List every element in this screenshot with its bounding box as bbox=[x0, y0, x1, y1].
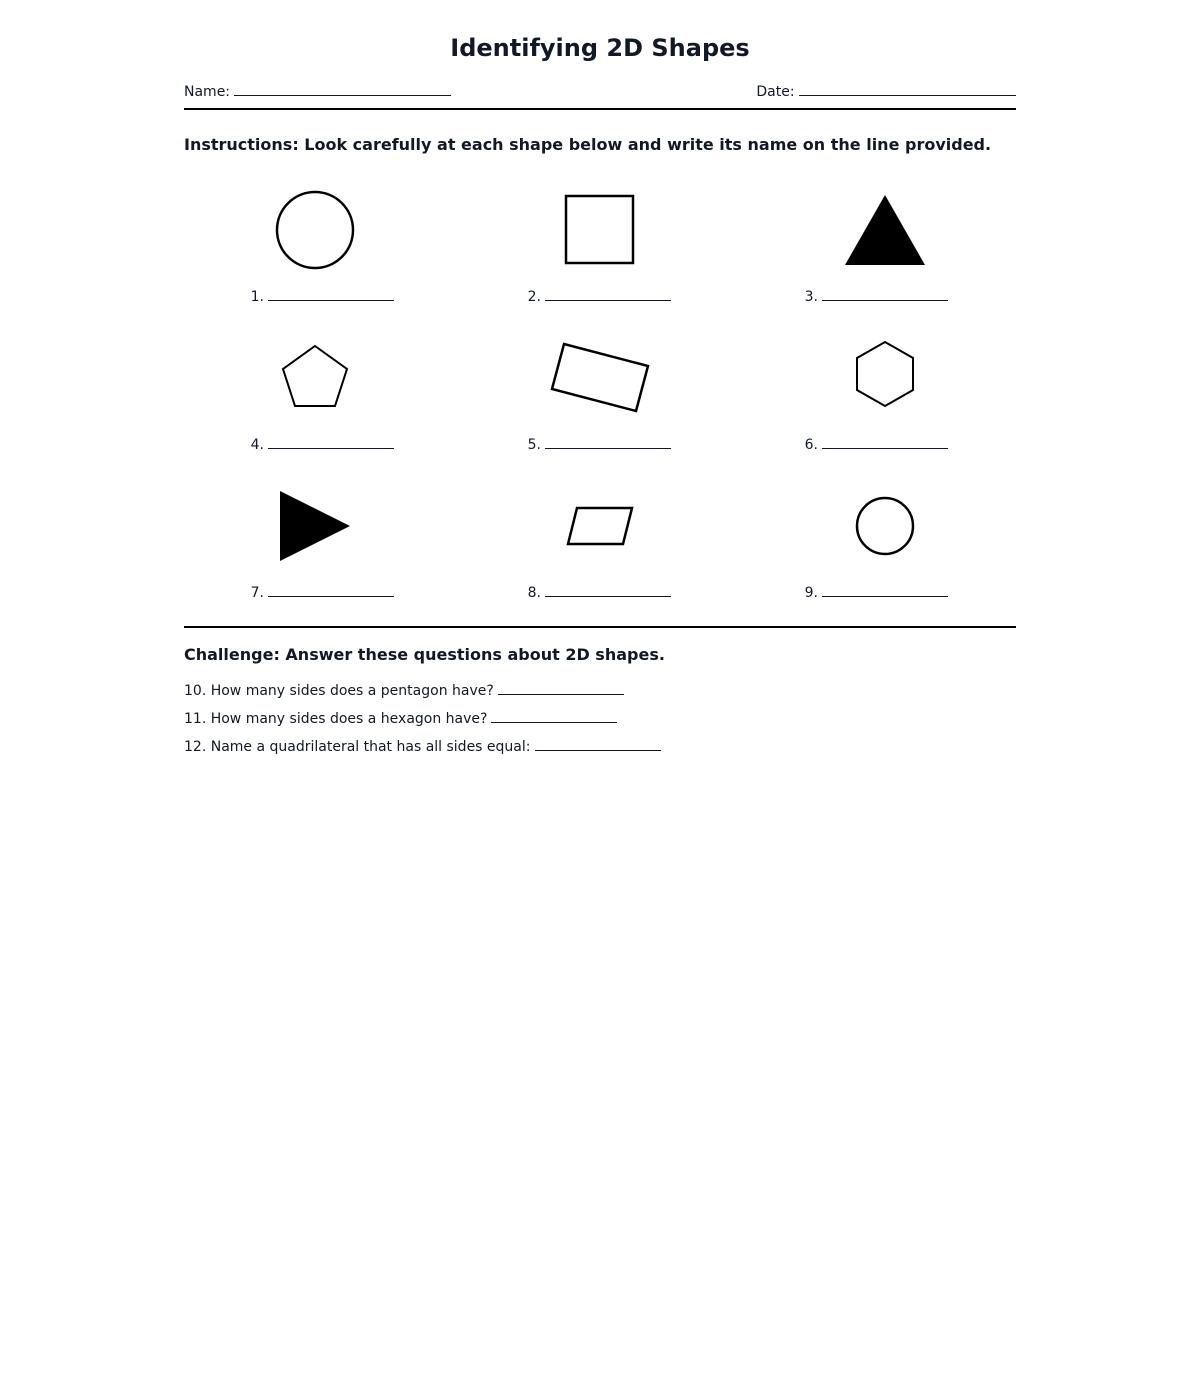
challenge-title: Challenge: Answer these questions about 2D shapes. bbox=[184, 645, 665, 664]
answer-blank[interactable] bbox=[822, 434, 948, 449]
question-11 bbox=[184, 709, 617, 728]
answer-blank[interactable] bbox=[822, 582, 948, 597]
shape-item-5 bbox=[461, 328, 738, 468]
worksheet-title: Identifying 2D Shapes bbox=[450, 34, 750, 62]
right-triangle-shape-icon bbox=[184, 476, 461, 576]
header-divider bbox=[184, 108, 1016, 110]
answer-line-1[interactable] bbox=[184, 286, 461, 306]
answer-line-7[interactable] bbox=[184, 582, 461, 602]
answer-blank[interactable] bbox=[822, 286, 948, 301]
answer-line-3[interactable] bbox=[738, 286, 1015, 306]
section-divider bbox=[184, 626, 1016, 628]
shape-item-7 bbox=[184, 476, 461, 616]
date-blank-line[interactable] bbox=[799, 81, 1016, 96]
item-number: 6. bbox=[804, 437, 818, 453]
answer-blank[interactable] bbox=[268, 286, 394, 301]
name-field bbox=[184, 81, 451, 101]
answer-blank[interactable] bbox=[268, 434, 394, 449]
question-text: 12. Name a quadrilateral that has all sides equal: bbox=[184, 739, 531, 755]
name-label: Name: bbox=[184, 84, 231, 100]
answer-blank[interactable] bbox=[535, 737, 661, 751]
answer-line-6[interactable] bbox=[738, 434, 1015, 454]
answer-blank[interactable] bbox=[545, 582, 671, 597]
shape-item-8 bbox=[461, 476, 738, 616]
parallelogram-shape-icon bbox=[461, 476, 738, 576]
answer-line-8[interactable] bbox=[461, 582, 738, 602]
shape-item-4 bbox=[184, 328, 461, 468]
question-10 bbox=[184, 681, 624, 700]
shape-item-9 bbox=[738, 476, 1015, 616]
item-number: 3. bbox=[804, 289, 818, 305]
answer-blank[interactable] bbox=[268, 582, 394, 597]
instructions-text: Instructions: Look carefully at each shape below and write its name on the line provided. bbox=[184, 135, 992, 154]
circle-shape-icon bbox=[184, 180, 461, 280]
question-text: 11. How many sides does a hexagon have? bbox=[184, 711, 488, 727]
name-date-row bbox=[184, 81, 1016, 99]
item-number: 7. bbox=[250, 585, 264, 601]
item-number: 9. bbox=[804, 585, 818, 601]
answer-line-2[interactable] bbox=[461, 286, 738, 306]
answer-blank[interactable] bbox=[545, 434, 671, 449]
shape-item-6 bbox=[738, 328, 1015, 468]
question-12 bbox=[184, 737, 661, 756]
triangle-shape-icon bbox=[738, 180, 1015, 280]
answer-line-9[interactable] bbox=[738, 582, 1015, 602]
answer-blank[interactable] bbox=[545, 286, 671, 301]
question-text: 10. How many sides does a pentagon have? bbox=[184, 683, 494, 699]
date-label: Date: bbox=[756, 84, 795, 100]
item-number: 8. bbox=[527, 585, 541, 601]
item-number: 1. bbox=[250, 289, 264, 305]
date-field bbox=[756, 81, 1016, 101]
circle-shape-icon bbox=[738, 476, 1015, 576]
shape-item-2 bbox=[461, 180, 738, 320]
item-number: 5. bbox=[527, 437, 541, 453]
square-shape-icon bbox=[461, 180, 738, 280]
hexagon-shape-icon bbox=[738, 328, 1015, 428]
rotated-rectangle-shape-icon bbox=[461, 328, 738, 428]
item-number: 4. bbox=[250, 437, 264, 453]
shape-item-3 bbox=[738, 180, 1015, 320]
answer-blank[interactable] bbox=[491, 709, 617, 723]
pentagon-shape-icon bbox=[184, 328, 461, 428]
answer-line-5[interactable] bbox=[461, 434, 738, 454]
answer-line-4[interactable] bbox=[184, 434, 461, 454]
item-number: 2. bbox=[527, 289, 541, 305]
name-blank-line[interactable] bbox=[234, 81, 451, 96]
answer-blank[interactable] bbox=[498, 681, 624, 695]
shape-item-1 bbox=[184, 180, 461, 320]
